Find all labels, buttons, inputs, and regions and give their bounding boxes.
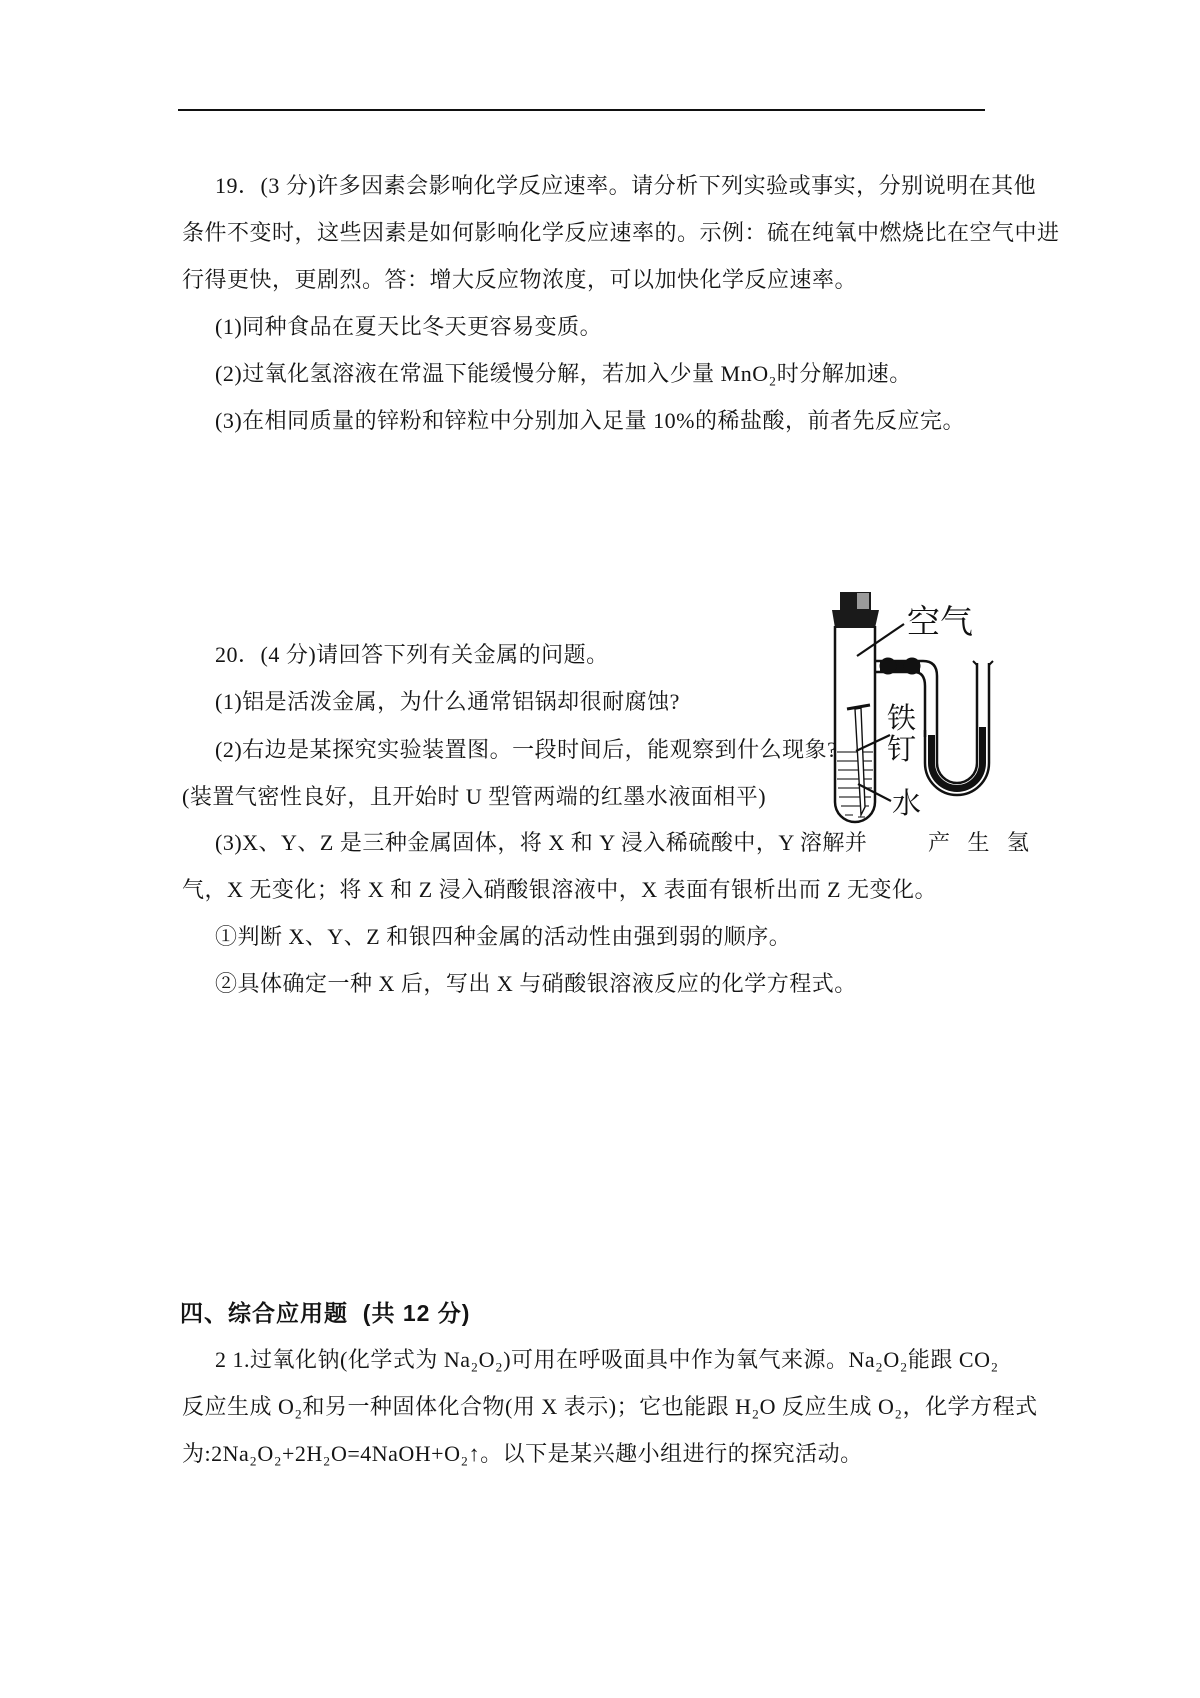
nail-label-bottom: 钉 — [887, 734, 917, 766]
q20-item-1: (1)铝是活泼金属，为什么通常铝锅却很耐腐蚀? — [215, 689, 680, 714]
q20-note: (装置气密性良好，且开始时 U 型管两端的红墨水液面相平) — [182, 784, 767, 809]
q19-item-3: (3)在相同质量的锌粉和锌粒中分别加入足量 10%的稀盐酸，前者先反应完。 — [215, 408, 965, 433]
top-horizontal-rule — [178, 109, 985, 111]
q20-item-3-left: (3)X、Y、Z 是三种金属固体，将 X 和 Y 浸入稀硫酸中，Y 溶解并 — [215, 830, 868, 855]
section4-heading: 四、综合应用题 (共 12 分) — [180, 1300, 471, 1326]
apparatus-svg — [828, 588, 1028, 838]
q19-item-1: (1)同种食品在夏天比冬天更容易变质。 — [215, 314, 603, 339]
nail-label-top: 铁 — [887, 703, 917, 735]
q20-item-2: (2)右边是某探究实验装置图。一段时间后，能观察到什么现象? — [215, 737, 838, 762]
q20-sub-2: ②具体确定一种 X 后，写出 X 与硝酸银溶液反应的化学方程式。 — [215, 971, 857, 996]
water-in-tube — [837, 752, 873, 817]
stopper — [832, 592, 879, 628]
q20-intro: 20．(4 分)请回答下列有关金属的问题。 — [215, 642, 609, 667]
water-label: 水 — [892, 788, 922, 820]
apparatus-diagram — [828, 588, 1028, 838]
q19-line-2: 条件不变时，这些因素是如何影响化学反应速率的。示例：硫在纯氧中燃烧比在空气中进 — [182, 220, 1060, 245]
test-tube — [835, 626, 875, 822]
air-label: 空气 — [907, 605, 973, 641]
q21-line-1: 2 1.过氧化钠(化学式为 Na₂O₂)可用在呼吸面具中作为氧气来源。Na₂O₂能跟 CO₂ — [215, 1347, 999, 1372]
q19-item-2: (2)过氧化氢溶液在常温下能缓慢分解，若加入少量 MnO₂时分解加速。 — [215, 361, 912, 386]
q19-line-1: 19．(3 分)许多因素会影响化学反应速率。请分析下列实验或事实，分别说明在其他 — [215, 173, 1037, 198]
u-tube — [925, 661, 993, 795]
q21-line-2: 反应生成 O₂和另一种固体化合物(用 X 表示)；它也能跟 H₂O 反应生成 O₂，化学方程式 — [182, 1394, 1038, 1419]
iron-nail — [847, 705, 870, 815]
q20-item-3-right: 产 生 氢 — [928, 830, 1036, 855]
q20-sub-1: ①判断 X、Y、Z 和银四种金属的活动性由强到弱的顺序。 — [215, 924, 792, 949]
q21-line-3: 为:2Na₂O₂+2H₂O=4NaOH+O₂↑。以下是某兴趣小组进行的探究活动。 — [182, 1441, 863, 1466]
q19-line-3: 行得更快，更剧烈。答：增大反应物浓度，可以加快化学反应速率。 — [182, 267, 858, 292]
q20-item-3-wrap: 气，X 无变化；将 X 和 Z 浸入硝酸银溶液中，X 表面有银析出而 Z 无变化。 — [182, 877, 938, 902]
air-pointer-line — [857, 624, 904, 656]
